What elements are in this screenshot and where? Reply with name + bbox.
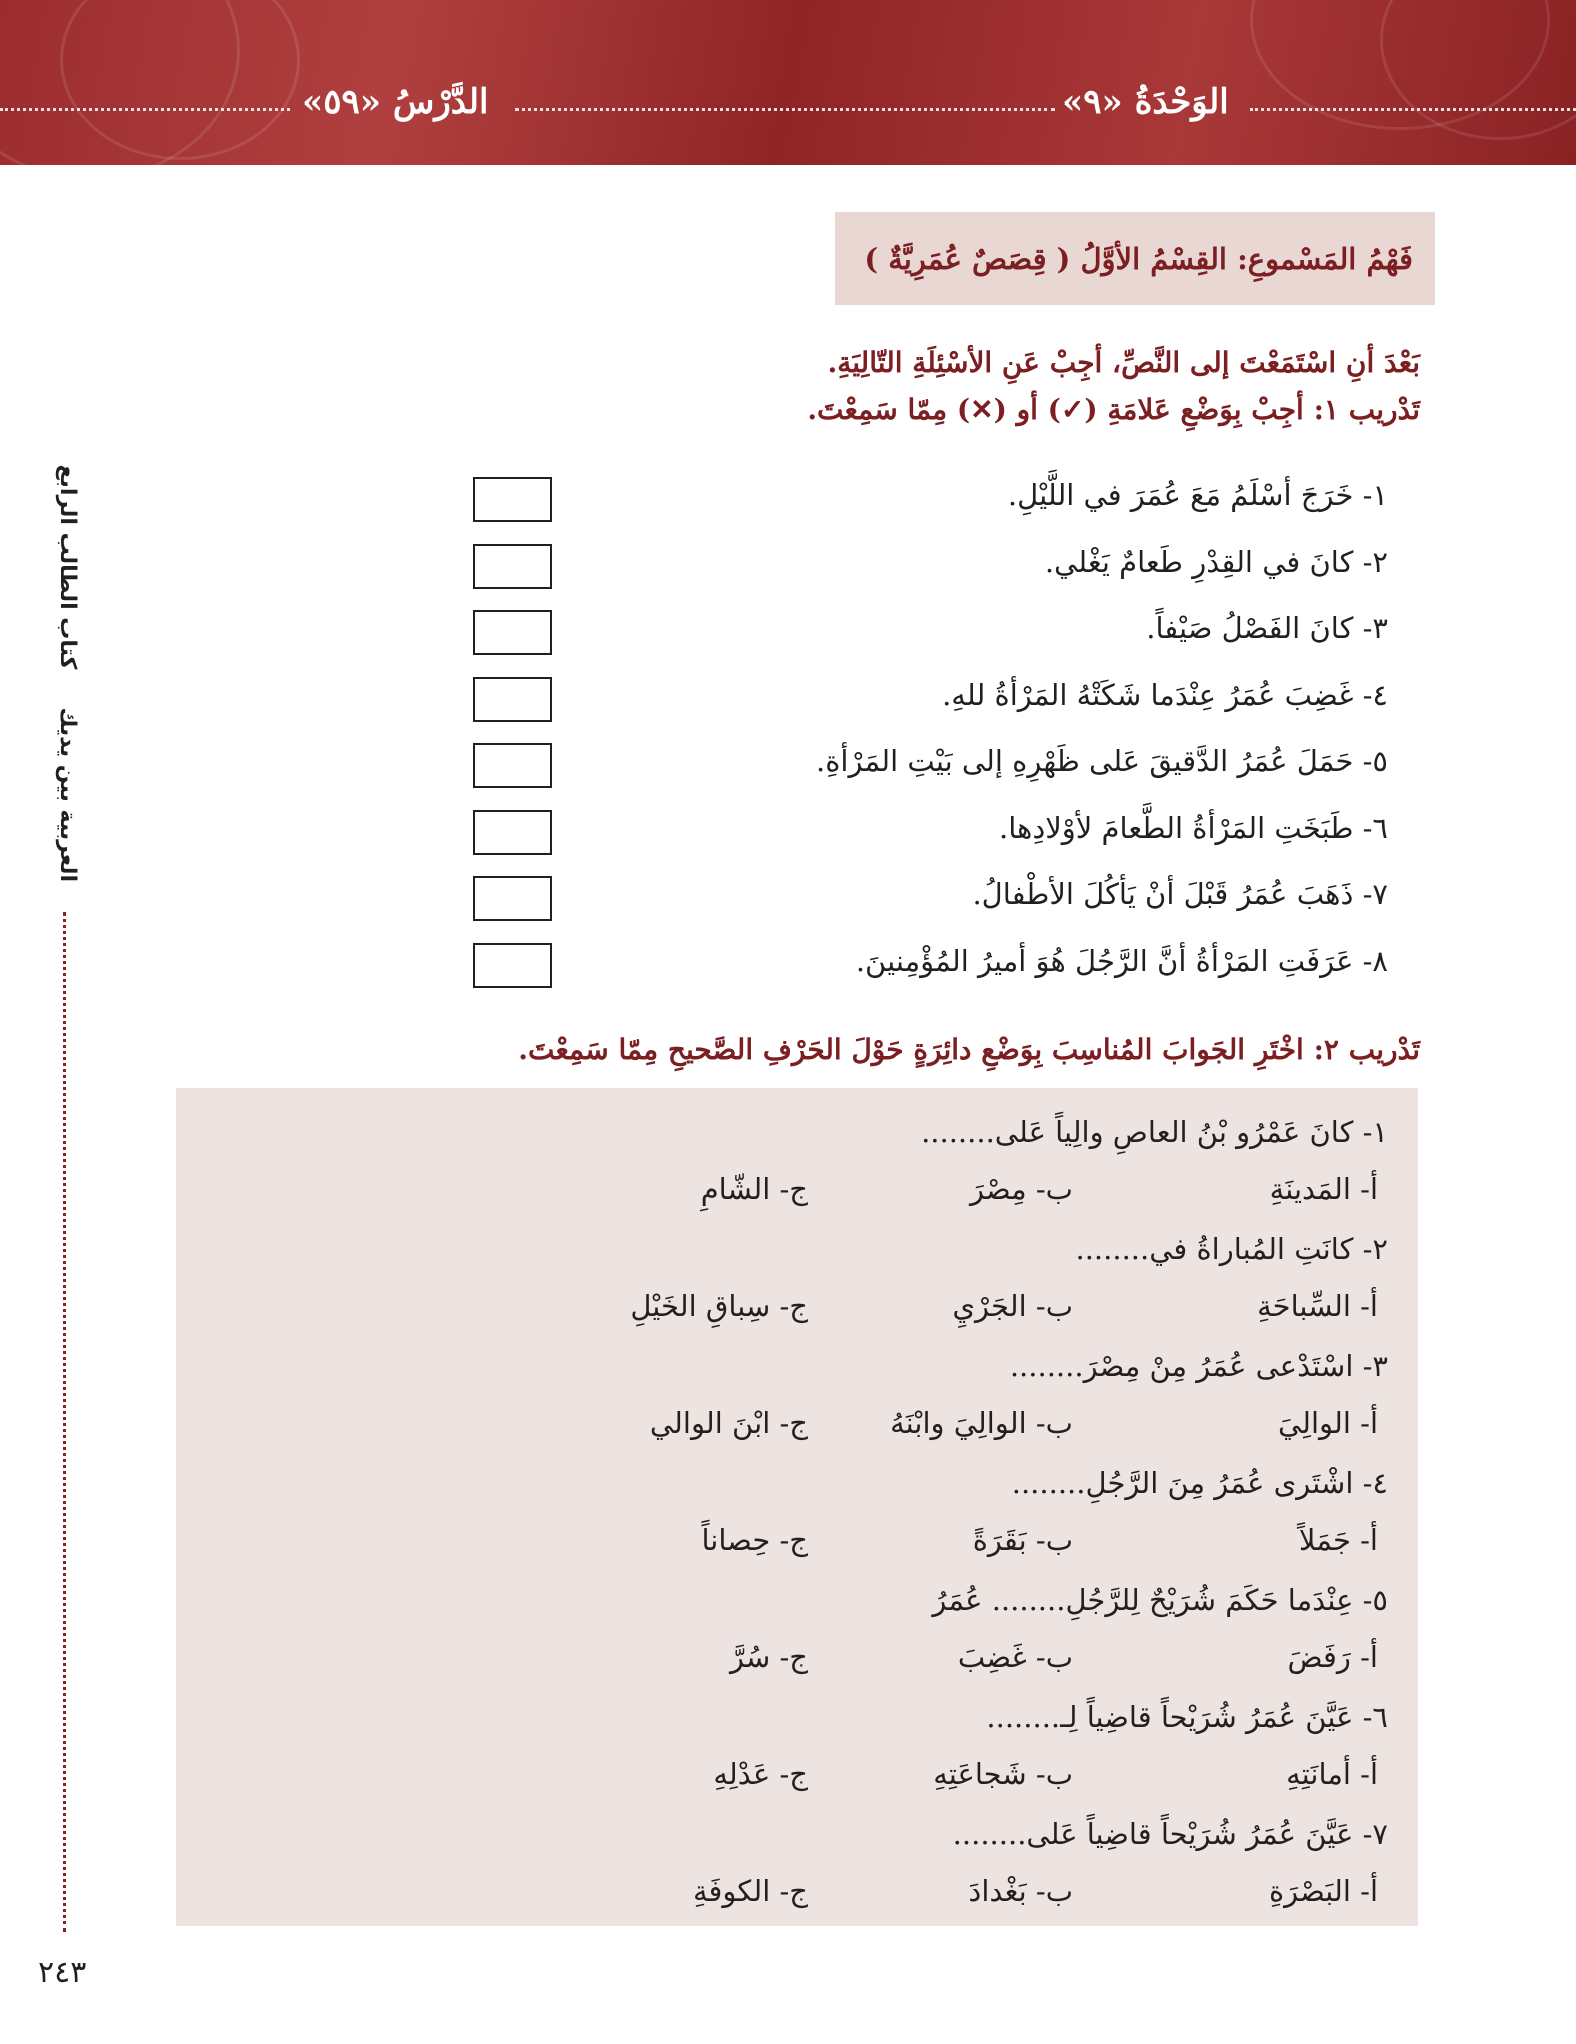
ex2-q5-option-c[interactable]: ج- سُرَّ: [729, 1640, 808, 1674]
ex2-q4-option-c[interactable]: ج- حِصاناً: [701, 1523, 808, 1557]
ex1-item-2: ٢- كانَ في القِدْرِ طَعامٌ يَغْلي.: [1044, 545, 1388, 579]
section-title: فَهْمُ المَسْموعِ: القِسْمُ الأوَّلُ ( قِصَصٌ عُمَرِيَّةٌ ): [864, 241, 1413, 276]
ex2-question-4: ٤- اشْتَرى عُمَرُ مِنَ الرَّجُلِ........: [1011, 1466, 1388, 1500]
ex1-answer-box-2[interactable]: [473, 544, 552, 589]
lesson-label: الدَّرْسُ «٥٩»: [302, 82, 489, 122]
ex2-q2-option-b[interactable]: ب- الجَرْيِ: [952, 1289, 1073, 1323]
ex1-answer-box-8[interactable]: [473, 943, 552, 988]
side-dotted-line: [63, 912, 66, 1932]
ex2-q3-option-c[interactable]: ج- ابْنَ الوالي: [649, 1406, 808, 1440]
ex2-q2-option-c[interactable]: ج- سِباقِ الخَيْلِ: [630, 1289, 808, 1323]
ex1-answer-box-1[interactable]: [473, 477, 552, 522]
header-dotted-line-left: [0, 108, 290, 111]
exercise2-title: تَدْريب ٢: اخْتَرِ الجَوابَ المُناسِبَ بِوَضْعِ دائِرَةٍ حَوْلَ الحَرْفِ الصَّحيحِ مِمّا سَمِعْتَ.: [518, 1033, 1420, 1066]
ex1-answer-box-4[interactable]: [473, 677, 552, 722]
ex2-question-1: ١- كانَ عَمْرُو بْنُ العاصِ والِياً عَلى........: [921, 1115, 1388, 1149]
ex2-q5-option-a[interactable]: أ- رَفَضَ: [1287, 1640, 1378, 1674]
ex1-item-8: ٨- عَرَفَتِ المَرْأةُ أنَّ الرَّجُلَ هُوَ أميرُ المُؤْمِنينَ.: [855, 944, 1388, 978]
ex2-q1-option-a[interactable]: أ- المَدينَةِ: [1269, 1172, 1378, 1206]
ex2-q6-option-c[interactable]: ج- عَدْلِهِ: [713, 1757, 808, 1791]
ex2-q3-option-b[interactable]: ب- الوالِيَ وابْنَهُ: [890, 1406, 1073, 1440]
header-banner: [0, 0, 1576, 165]
general-instruction: بَعْدَ أنِ اسْتَمَعْتَ إلى النَّصِّ، أجِبْ عَنِ الأسْئِلَةِ التّالِيَةِ.: [827, 346, 1420, 379]
ex2-q6-option-b[interactable]: ب- شَجاعَتِهِ: [933, 1757, 1073, 1791]
ex2-q5-option-b[interactable]: ب- غَضِبَ: [957, 1640, 1073, 1674]
unit-label: الوَحْدَةُ «٩»: [1062, 82, 1229, 122]
ex2-q1-option-c[interactable]: ج- الشّامِ: [700, 1172, 808, 1206]
header-dotted-line-mid: [515, 108, 1055, 111]
ex2-q6-option-a[interactable]: أ- أمانَتِهِ: [1286, 1757, 1378, 1791]
ex2-q4-option-a[interactable]: أ- جَمَلاً: [1298, 1523, 1378, 1557]
header-dotted-line-right: [1250, 108, 1576, 111]
exercise1-title: تَدْريب ١: أجِبْ بِوَضْعِ عَلامَةِ (✓) أو (✕) مِمّا سَمِعْتَ.: [807, 393, 1420, 426]
section-title-box: [835, 212, 1435, 305]
ex2-q1-option-b[interactable]: ب- مِصْرَ: [969, 1172, 1073, 1206]
ex2-question-7: ٧- عَيَّنَ عُمَرُ شُرَيْحاً قاضِياً عَلى........: [952, 1817, 1388, 1851]
exercise2-panel: [176, 1088, 1418, 1926]
ex2-q2-option-a[interactable]: أ- السِّباحَةِ: [1257, 1289, 1378, 1323]
ex1-item-4: ٤- غَضِبَ عُمَرُ عِنْدَما شَكَتْهُ المَرْأةُ للهِ.: [942, 678, 1388, 712]
ex1-answer-box-7[interactable]: [473, 876, 552, 921]
ex2-q7-option-c[interactable]: ج- الكوفَةِ: [692, 1874, 808, 1908]
ex1-item-5: ٥- حَمَلَ عُمَرُ الدَّقيقَ عَلى ظَهْرِهِ إلى بَيْتِ المَرْأةِ.: [816, 744, 1388, 778]
ex1-answer-box-5[interactable]: [473, 743, 552, 788]
side-book-name: العربية بين يديك: [55, 707, 80, 882]
ex1-answer-box-3[interactable]: [473, 610, 552, 655]
ex2-q7-option-a[interactable]: أ- البَصْرَةِ: [1268, 1874, 1378, 1908]
ex2-q3-option-a[interactable]: أ- الوالِيَ: [1277, 1406, 1378, 1440]
ex2-question-2: ٢- كانَتِ المُباراةُ في........: [1075, 1232, 1388, 1266]
side-book-title: [50, 464, 80, 882]
side-student-book: كتاب الطالب الرابع: [55, 464, 80, 670]
ex2-question-5: ٥- عِنْدَما حَكَمَ شُرَيْحٌ لِلرَّجُلِ........ عُمَرُ: [932, 1583, 1388, 1617]
ex1-item-1: ١- خَرَجَ أسْلَمُ مَعَ عُمَرَ في اللَّيْلِ.: [1007, 478, 1388, 512]
ex2-question-3: ٣- اسْتَدْعى عُمَرُ مِنْ مِصْرَ........: [1009, 1349, 1388, 1383]
ex1-item-7: ٧- ذَهَبَ عُمَرُ قَبْلَ أنْ يَأكُلَ الأطْفالُ.: [972, 877, 1388, 911]
ex1-answer-box-6[interactable]: [473, 810, 552, 855]
ex2-question-6: ٦- عَيَّنَ عُمَرُ شُرَيْحاً قاضِياً لِـ........: [986, 1700, 1388, 1734]
ex2-q7-option-b[interactable]: ب- بَغْدادَ: [968, 1874, 1073, 1908]
page-number: ٢٤٣: [38, 1955, 87, 1990]
ex1-item-3: ٣- كانَ الفَصْلُ صَيْفاً.: [1146, 611, 1388, 645]
ex2-q4-option-b[interactable]: ب- بَقَرَةً: [972, 1523, 1073, 1557]
ex1-item-6: ٦- طَبَخَتِ المَرْأةُ الطَّعامَ لأوْلادِها.: [999, 811, 1388, 845]
